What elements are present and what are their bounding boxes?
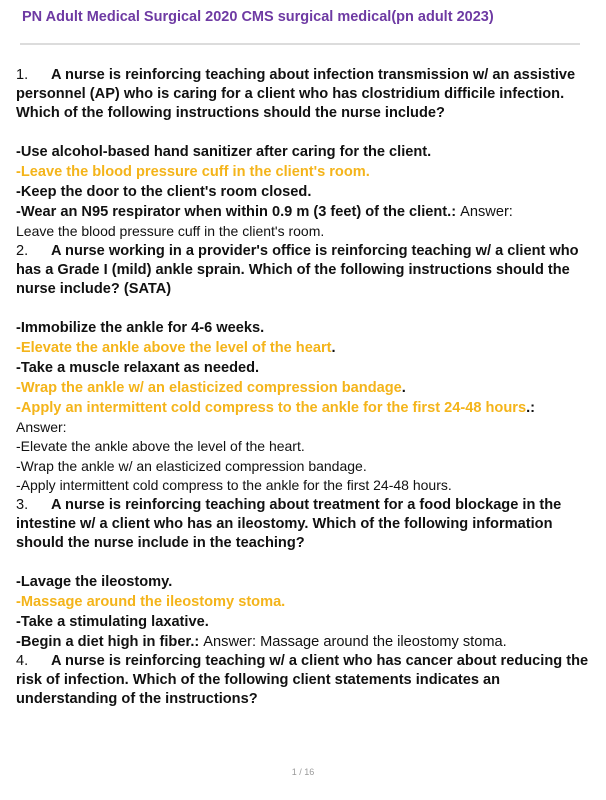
page-number: 1 / 16 [291,767,315,777]
question-3 [16,496,596,553]
q2-answer-3: -Apply intermittent cold compress to the ankle for the first 24-48 hours. [16,477,452,493]
q3-option-1: -Lavage the ileostomy. [16,573,173,590]
q1-option-1: -Use alcohol-based hand sanitizer after caring for the client. [16,144,432,160]
q1-option-3: -Keep the door to the client's room closed. [16,184,312,200]
page-header [0,0,606,44]
q2-option-4 [16,378,596,398]
option-period: . [401,379,406,396]
answer-text: Answer: Massage around the ileostomy stoma. [203,633,507,650]
question-number: 2. [16,242,29,259]
q1-answer: Leave the blood pressure cuff in the client's room. [16,223,325,239]
q2-option-5 [16,398,596,418]
q3-option-3: -Take a stimulating laxative. [16,613,209,630]
option-text-correct: -Elevate the ankle above the level of the heart [16,339,332,356]
option-period: . [331,339,336,356]
document-body [16,66,596,709]
q2-option-2 [16,338,596,358]
q2-answer-1: -Elevate the ankle above the level of the heart. [16,438,305,454]
option-text: -Begin a diet high in fiber.: [16,633,200,650]
document-title: PN Adult Medical Surgical 2020 CMS surgical medical(pn adult 2023) [22,9,494,25]
q2-option-1: -Immobilize the ankle for 4-6 weeks. [16,319,265,336]
q2-answer-2: -Wrap the ankle w/ an elasticized compression bandage. [16,457,367,474]
option-period-colon: .: [526,399,535,416]
question-text: A nurse is reinforcing teaching w/ a client who has cancer about reducing the risk of infection. Which of the following client statements indicates an understanding of the instructions? [16,652,589,707]
question-number: 4. [16,652,29,669]
q2-option-3: -Take a muscle relaxant as needed. [16,359,260,376]
question-text: A nurse is reinforcing teaching about infection transmission w/ an assistive personnel (AP) who is caring for a client who has clostridium difficile infection. Which of the following instructions should the nurse include? [16,67,576,121]
q3-option-4 [16,632,596,652]
q2-answer-label: Answer: [16,418,67,435]
q3-option-2-correct: -Massage around the ileostomy stoma. [16,593,286,610]
answer-label: Answer: [460,204,513,220]
question-number: 1. [16,67,29,83]
question-number: 3. [16,496,29,513]
header-divider [20,43,580,45]
option-text-correct: -Apply an intermittent cold compress to the ankle for the first 24-48 hours [16,399,527,416]
option-text: -Wear an N95 respirator when within 0.9 m (3 feet) of the client.: [16,204,457,220]
option-text-correct: -Wrap the ankle w/ an elasticized compression bandage [16,379,402,396]
q1-option-4 [16,202,596,222]
q1-option-2-correct: -Leave the blood pressure cuff in the client's room. [16,164,370,180]
question-text: A nurse working in a provider's office is reinforcing teaching w/ a client who has a Grade I (mild) ankle sprain. Which of the following instructions should the nurse include? (SATA) [16,242,579,297]
question-2 [16,242,596,299]
question-text: A nurse is reinforcing teaching about treatment for a food blockage in the intestine w/ a client who has an ileostomy. Which of the following information should the nurse include in the teaching? [16,496,562,551]
question-4 [16,652,596,709]
question-1 [16,66,596,123]
